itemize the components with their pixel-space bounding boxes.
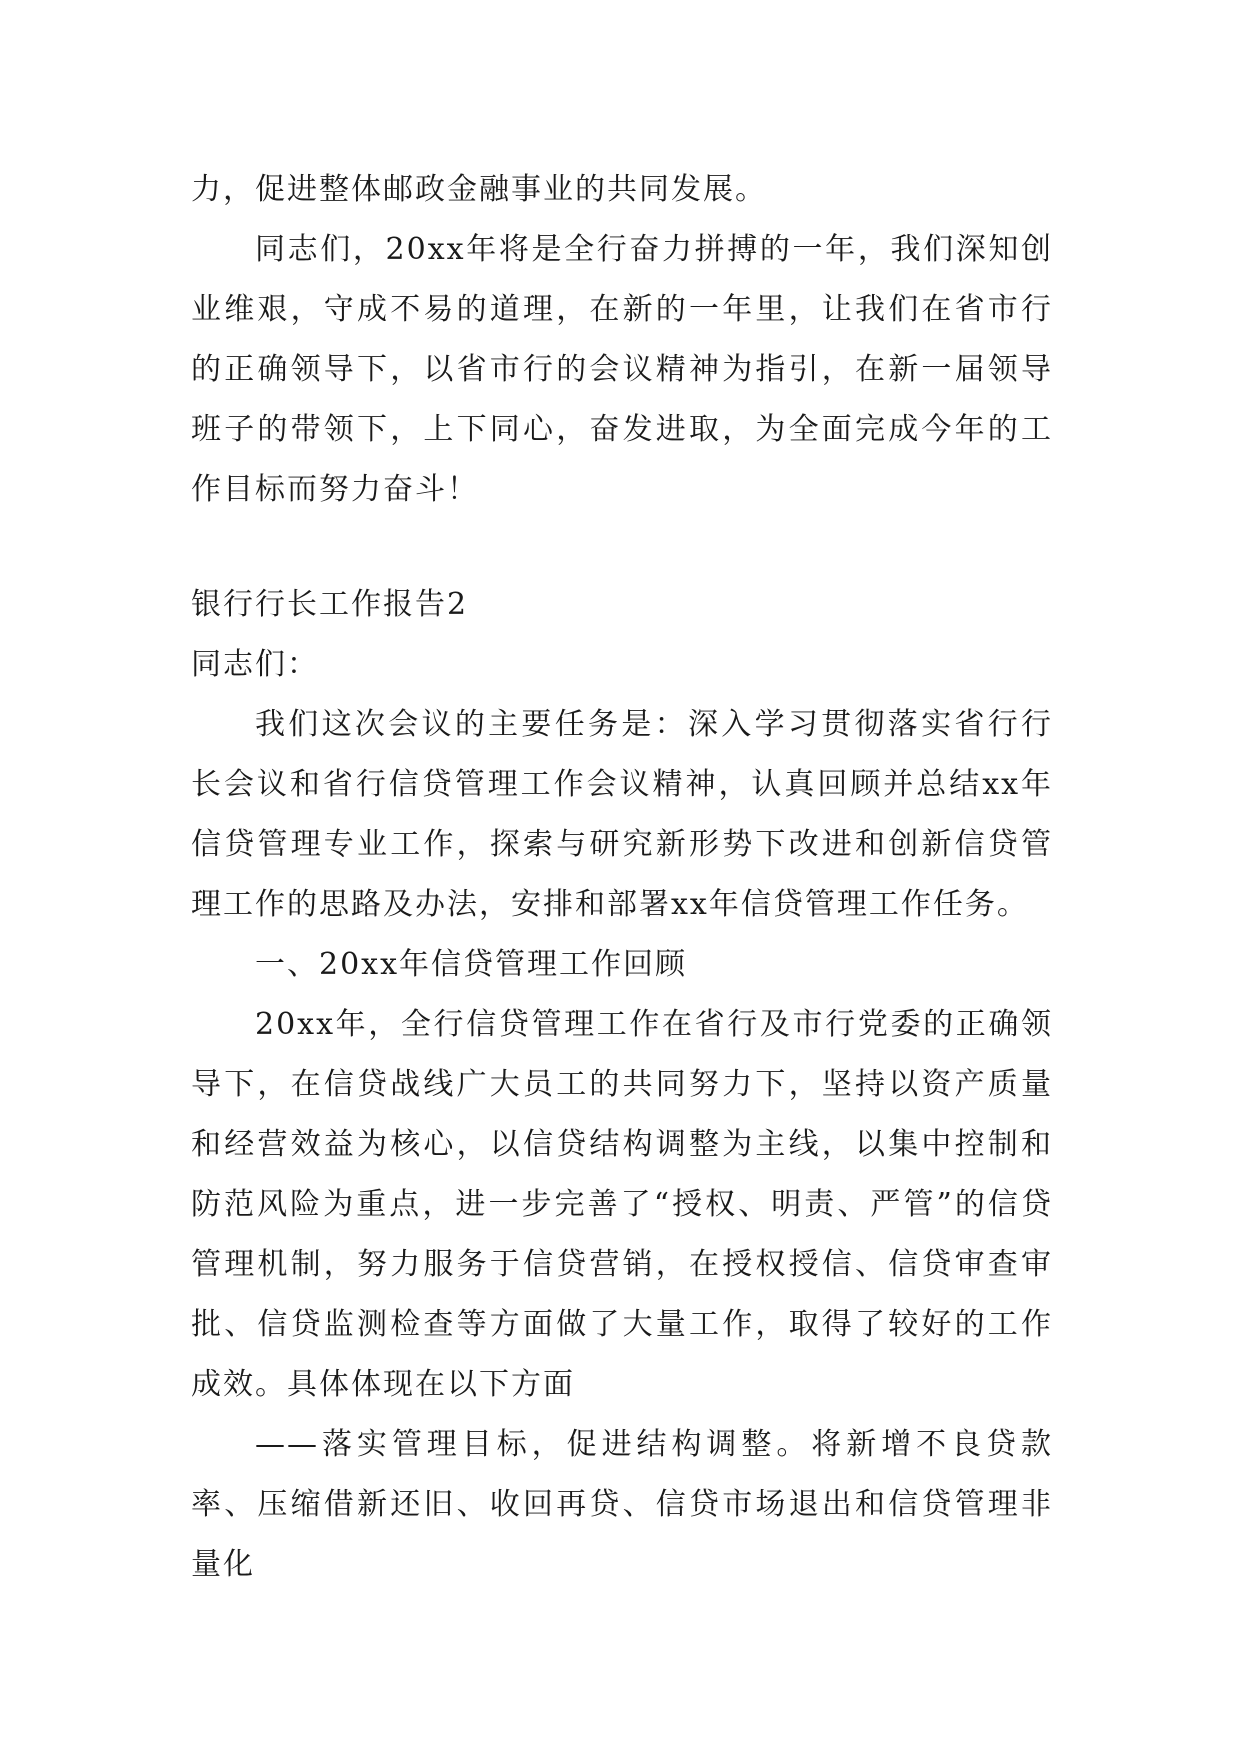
paragraph-management-targets: ——落实管理目标，促进结构调整。将新增不良贷款率、压缩借新还旧、收回再贷、信贷市场退出和信贷管理非量化 [191, 1427, 1053, 1582]
section-heading: 一、20xx年信贷管理工作回顾 [255, 947, 688, 982]
paragraph-continuation: 力，促进整体邮政金融事业的共同发展。 [191, 172, 767, 207]
paragraph-review: 20xx年，全行信贷管理工作在省行及市行党委的正确领导下，在信贷战线广大员工的共同努力下，坚持以资产质量和经营效益为核心，以信贷结构调整为主线，以集中控制和防范风险为重点，进一步完善了“授权、明责、严管”的信贷管理机制，努力服务于信贷营销，在授权授信、信贷审查审批、信贷监测检查等方面做了大量工作，取得了较好的工作成效。具体体现在以下方面 [191, 1007, 1053, 1402]
report-title: 银行行长工作报告2 [191, 587, 469, 622]
document-body [191, 160, 1053, 1595]
paragraph-meeting-tasks: 我们这次会议的主要任务是：深入学习贯彻落实省行行长会议和省行信贷管理工作会议精神，认真回顾并总结xx年信贷管理专业工作，探索与研究新形势下改进和创新信贷管理工作的思路及办法，安排和部署xx年信贷管理工作任务。 [191, 707, 1053, 922]
paragraph-closing-remarks: 同志们，20xx年将是全行奋力拼搏的一年，我们深知创业维艰，守成不易的道理，在新的一年里，让我们在省市行的正确领导下，以省市行的会议精神为指引，在新一届领导班子的带领下，上下同心，奋发进取，为全面完成今年的工作目标而努力奋斗！ [191, 232, 1053, 507]
salutation: 同志们： [191, 647, 319, 682]
